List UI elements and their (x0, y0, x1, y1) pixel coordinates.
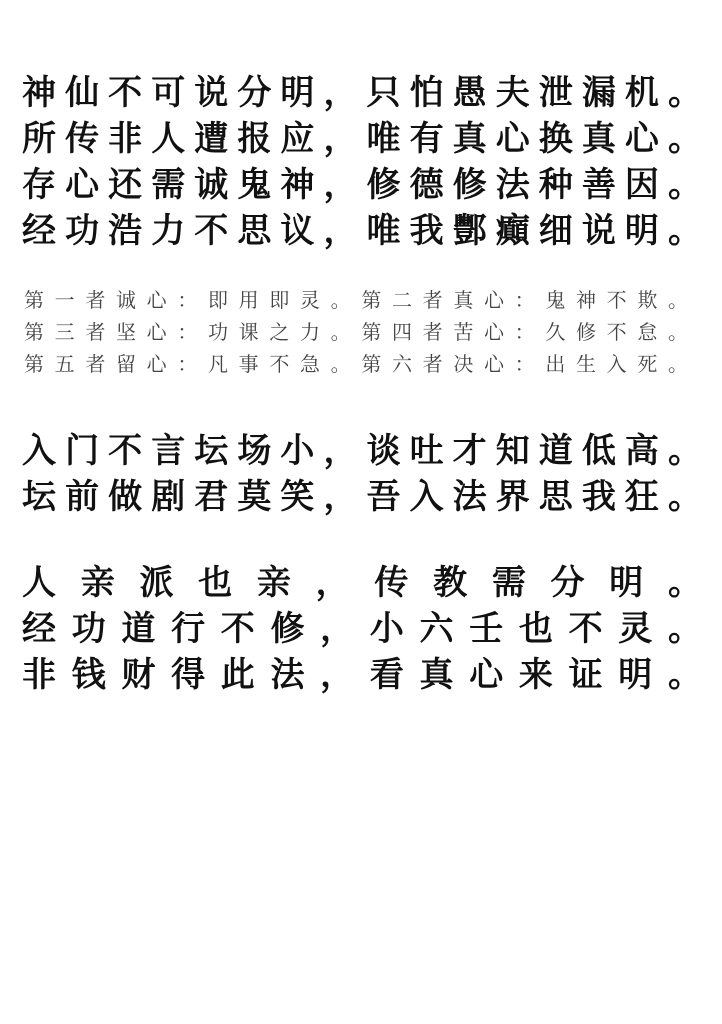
verse-line: 人亲派也亲，传教需分明。 (22, 563, 702, 603)
verse-section-3 (22, 560, 702, 698)
verse-line: 所传非人遭报应，唯有真心换真心。 (22, 119, 702, 159)
six-hearts-line: 第五者留心：凡事不急。第六者决心：出生入死。 (24, 352, 688, 376)
verse-line: 非钱财得此法，看真心来证明。 (22, 655, 702, 695)
verse-line: 经功浩力不思议，唯我酆癲细说明。 (22, 211, 702, 251)
six-hearts-section (24, 284, 688, 380)
six-hearts-line: 第三者坚心：功课之力。第四者苦心：久修不怠。 (24, 320, 688, 344)
verse-line: 入门不言坛场小，谈吐才知道低高。 (22, 431, 702, 471)
verse-section-2 (22, 428, 702, 520)
verse-section-1 (22, 70, 702, 254)
verse-line: 神仙不可说分明，只怕愚夫泄漏机。 (22, 73, 702, 113)
verse-line: 经功道行不修，小六壬也不灵。 (22, 609, 702, 649)
verse-line: 坛前做剧君莫笑，吾入法界思我狂。 (22, 477, 702, 517)
six-hearts-line: 第一者诚心：即用即灵。第二者真心：鬼神不欺。 (24, 288, 688, 312)
verse-line: 存心还需诚鬼神，修德修法种善因。 (22, 165, 702, 205)
